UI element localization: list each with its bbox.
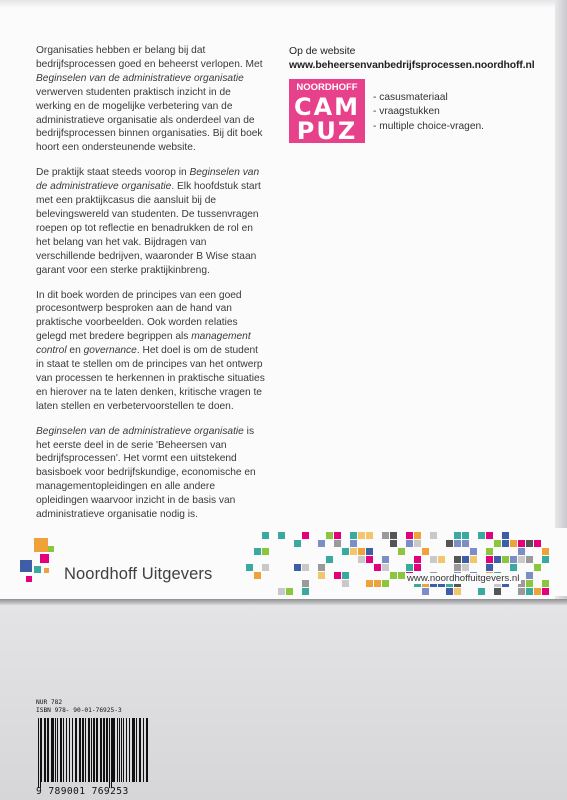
- pixel-square: [342, 580, 349, 587]
- pixel-square: [494, 588, 501, 595]
- pixel-square: [534, 588, 541, 595]
- description-column: [36, 44, 268, 533]
- pixel-square: [318, 572, 325, 579]
- logo-square-blue: [20, 560, 32, 572]
- pixel-square: [278, 588, 285, 595]
- pixel-square: [350, 532, 357, 539]
- pixel-square: [278, 532, 285, 539]
- logo-square-pink: [40, 554, 49, 563]
- barcode-bar: [93, 718, 95, 782]
- campuz-logo-line2: PUZ: [296, 117, 358, 143]
- feature-item: - multiple choice-vragen.: [373, 120, 484, 132]
- pixel-square: [246, 564, 253, 571]
- pixel-square: [454, 556, 461, 563]
- barcode-bar: [129, 718, 130, 782]
- barcode-bar: [117, 718, 118, 782]
- pixel-square: [358, 548, 365, 555]
- pixel-square: [414, 540, 421, 547]
- pixel-square: [414, 556, 421, 563]
- pixel-square: [406, 564, 413, 571]
- pixel-square: [318, 540, 325, 547]
- pixel-square: [510, 564, 517, 571]
- pixel-square: [390, 572, 397, 579]
- barcode-bar: [88, 718, 90, 782]
- pixel-square: [262, 564, 269, 571]
- pixel-square: [366, 556, 373, 563]
- pixel-square: [494, 556, 501, 563]
- pixel-square: [382, 564, 389, 571]
- barcode-bar: [60, 718, 62, 782]
- pixel-square: [302, 532, 309, 539]
- pixel-square: [534, 564, 541, 571]
- barcode-bar: [63, 718, 64, 782]
- pixel-square: [470, 556, 477, 563]
- barcode-bar: [55, 718, 56, 782]
- barcode-bar: [85, 718, 86, 782]
- pixel-square: [542, 580, 549, 587]
- pixel-square: [486, 564, 493, 571]
- pixel-square: [334, 572, 341, 579]
- pixel-square: [494, 540, 501, 547]
- pixel-square: [374, 564, 381, 571]
- pixel-square: [438, 556, 445, 563]
- pixel-square: [414, 564, 421, 571]
- paragraph-series: Beginselen van de administratieve organisatie is het eerste deel in de serie 'Beheersen van bedrijfsprocessen'. Het vormt een uitstekend basisboek voor bedrijfskundige, economische en managementopleidingen en alle andere opleidingen waarvoor inzicht in de basis van administratieve organisatie nodig is.: [36, 425, 256, 521]
- pixel-square: [342, 572, 349, 579]
- pixel-square: [454, 540, 461, 547]
- barcode-bar: [139, 718, 141, 782]
- pixel-square: [358, 532, 365, 539]
- pixel-square: [462, 532, 469, 539]
- pixel-square: [486, 548, 493, 555]
- logo-square-teal: [34, 566, 41, 573]
- publisher-name: Noordhoff Uitgevers: [64, 565, 213, 583]
- barcode-bar: [57, 718, 58, 782]
- pixel-square: [518, 588, 525, 595]
- pixel-square: [478, 588, 485, 595]
- pixel-square: [502, 540, 509, 547]
- pixel-square: [294, 564, 301, 571]
- isbn-number: ISBN 978- 90-01-76925-3: [36, 706, 122, 714]
- barcode-bar: [47, 718, 49, 782]
- pixel-square: [406, 540, 413, 547]
- pixel-square: [518, 556, 525, 563]
- pixel-square: [502, 532, 509, 539]
- barcode-bar: [96, 718, 98, 782]
- pixel-square: [366, 532, 373, 539]
- pixel-square: [390, 532, 397, 539]
- barcode-bar: [75, 718, 77, 782]
- barcode-bar: [82, 718, 84, 782]
- pixel-square: [510, 556, 517, 563]
- pixel-square: [374, 580, 381, 587]
- pixel-square: [366, 548, 373, 555]
- pixel-square: [446, 540, 453, 547]
- logo-square-green: [48, 546, 54, 552]
- pixel-square: [446, 588, 453, 595]
- pixel-square: [526, 588, 533, 595]
- barcode-bar: [123, 718, 124, 782]
- logo-square-pink-small: [26, 576, 32, 582]
- pixel-square: [518, 548, 525, 555]
- pixel-square: [302, 580, 309, 587]
- pixel-square: [382, 556, 389, 563]
- paragraph-intro: Organisaties hebben er belang bij dat bedrijfsprocessen goed en beheerst verlopen. Met Beginselen van de administratieve organisatie verwerven studenten praktisch inzicht in de werking en de mogelijke verbetering van de administratieve organisatie als onderdeel van de bedrijfsprocessen binnen organisaties. Bij dit boek hoort een ondersteunende website.: [36, 45, 263, 154]
- pixel-square: [478, 532, 485, 539]
- pixel-square: [454, 532, 461, 539]
- pixel-square: [358, 556, 365, 563]
- pixel-square: [254, 572, 261, 579]
- website-block: [289, 45, 549, 143]
- pixel-square: [502, 556, 509, 563]
- pixel-square: [342, 548, 349, 555]
- pixel-square: [422, 548, 429, 555]
- pixel-square: [518, 540, 525, 547]
- pixel-square: [318, 564, 325, 571]
- campuz-logo-publisher: NOORDHOFF: [296, 82, 358, 93]
- pixel-square: [294, 540, 301, 547]
- pixel-square: [254, 548, 261, 555]
- top-edge-shade: [0, 0, 567, 8]
- pixel-square: [534, 540, 541, 547]
- pixel-square: [526, 540, 533, 547]
- pixel-square: [366, 580, 373, 587]
- nur-code: NUR 782: [36, 699, 63, 706]
- pixel-square: [462, 564, 469, 571]
- pixel-square: [526, 580, 533, 587]
- barcode-digits: 9 789001 769253: [36, 786, 129, 797]
- pixel-square: [430, 532, 437, 539]
- paragraph-practice: De praktijk staat steeds voorop in Beginselen van de administratieve organisatie. Elk hoofdstuk start met een praktijkcasus die aansluit bij de belevingswereld van studenten. De tussenvragen roepen op tot reflectie en benadrukken de rol en het belang van het vak. Bijdragen van verschillende bedrijven, waaronder B Wise staan garant voor een sterke praktijkinbreng.: [36, 167, 261, 276]
- pixel-square: [350, 548, 357, 555]
- campuz-logo: [289, 79, 365, 143]
- barcode-bar: [103, 718, 105, 782]
- pixel-square: [382, 580, 389, 587]
- pixel-square: [486, 556, 493, 563]
- pixel-square: [406, 532, 413, 539]
- pixel-square: [510, 540, 517, 547]
- pixel-square: [414, 532, 421, 539]
- pixel-square: [382, 532, 389, 539]
- barcode-bar: [132, 718, 135, 782]
- pixel-square: [542, 588, 549, 595]
- pixel-square: [462, 540, 469, 547]
- website-url[interactable]: www.beheersenvanbedrijfsprocessen.noordhoff.nl: [289, 60, 535, 71]
- pixel-square: [302, 564, 309, 571]
- barcode-bar: [106, 718, 108, 782]
- pixel-square: [526, 572, 533, 579]
- barcode-bar: [69, 718, 70, 782]
- pixel-square: [430, 556, 437, 563]
- pixel-square: [286, 588, 293, 595]
- barcode-bar: [51, 718, 54, 782]
- pixel-square: [470, 548, 477, 555]
- pixel-square: [422, 588, 429, 595]
- pixel-square: [398, 548, 405, 555]
- barcode-bar: [91, 718, 92, 782]
- barcode-guard-bar: [40, 718, 41, 788]
- pixel-square: [326, 532, 333, 539]
- noordhoff-logo-icon: [16, 538, 56, 586]
- pixel-square: [334, 540, 341, 547]
- barcode-bar: [136, 718, 137, 782]
- website-intro: Op de website: [289, 46, 356, 57]
- color-pixel-pattern: [246, 532, 554, 596]
- campuz-logo-line1: CAM: [293, 93, 361, 121]
- logo-square-orange-small: [44, 568, 49, 573]
- barcode-bar: [66, 718, 67, 782]
- barcode-bar: [41, 718, 42, 782]
- pixel-square: [302, 588, 309, 595]
- barcode-guard-bar: [111, 718, 112, 788]
- pixel-square: [334, 532, 341, 539]
- paragraph-principles: In dit boek worden de principes van een goed procesontwerp besproken aan de hand van praktische voorbeelden. Ook worden relaties gelegd met bredere begrippen als management control en governance. Het doel is om de student in staat te stellen om de principes van het ontwerp van processen te herkennen in praktische situaties en hierover na te laten denken, kritische vragen te laten stellen en verbetervoorstellen te doen.: [36, 289, 265, 412]
- barcode-bar: [44, 718, 46, 782]
- pixel-square: [542, 548, 549, 555]
- website-feature-list: [373, 91, 484, 134]
- barcode-image: [36, 718, 154, 788]
- barcode-bar: [112, 718, 115, 782]
- feature-item: - vraagstukken: [373, 106, 440, 118]
- pixel-square: [454, 564, 461, 571]
- barcode-guard-bar: [38, 718, 39, 788]
- pixel-square: [454, 588, 461, 595]
- pixel-square: [262, 532, 269, 539]
- barcode-bar: [72, 718, 73, 782]
- pixel-square: [326, 556, 333, 563]
- pixel-square: [462, 556, 469, 563]
- pixel-square: [542, 556, 549, 563]
- barcode-block: [36, 699, 168, 797]
- publisher-url[interactable]: www.noordhoffuitgevers.nl: [407, 573, 520, 584]
- barcode-guard-bar: [109, 718, 110, 788]
- barcode-bar: [100, 718, 102, 782]
- barcode-bar: [126, 718, 127, 782]
- barcode-bar: [146, 718, 148, 782]
- logo-square-orange: [34, 538, 48, 552]
- feature-item: - casusmateriaal: [373, 92, 448, 103]
- barcode-bar: [79, 718, 81, 782]
- pixel-square: [398, 572, 405, 579]
- barcode-bar: [143, 718, 144, 782]
- pixel-square: [350, 540, 357, 547]
- pixel-square: [486, 532, 493, 539]
- barcode-bar: [119, 718, 120, 782]
- pixel-square: [390, 540, 397, 547]
- pixel-square: [262, 548, 269, 555]
- pixel-square: [526, 556, 533, 563]
- barcode-bar: [121, 718, 122, 782]
